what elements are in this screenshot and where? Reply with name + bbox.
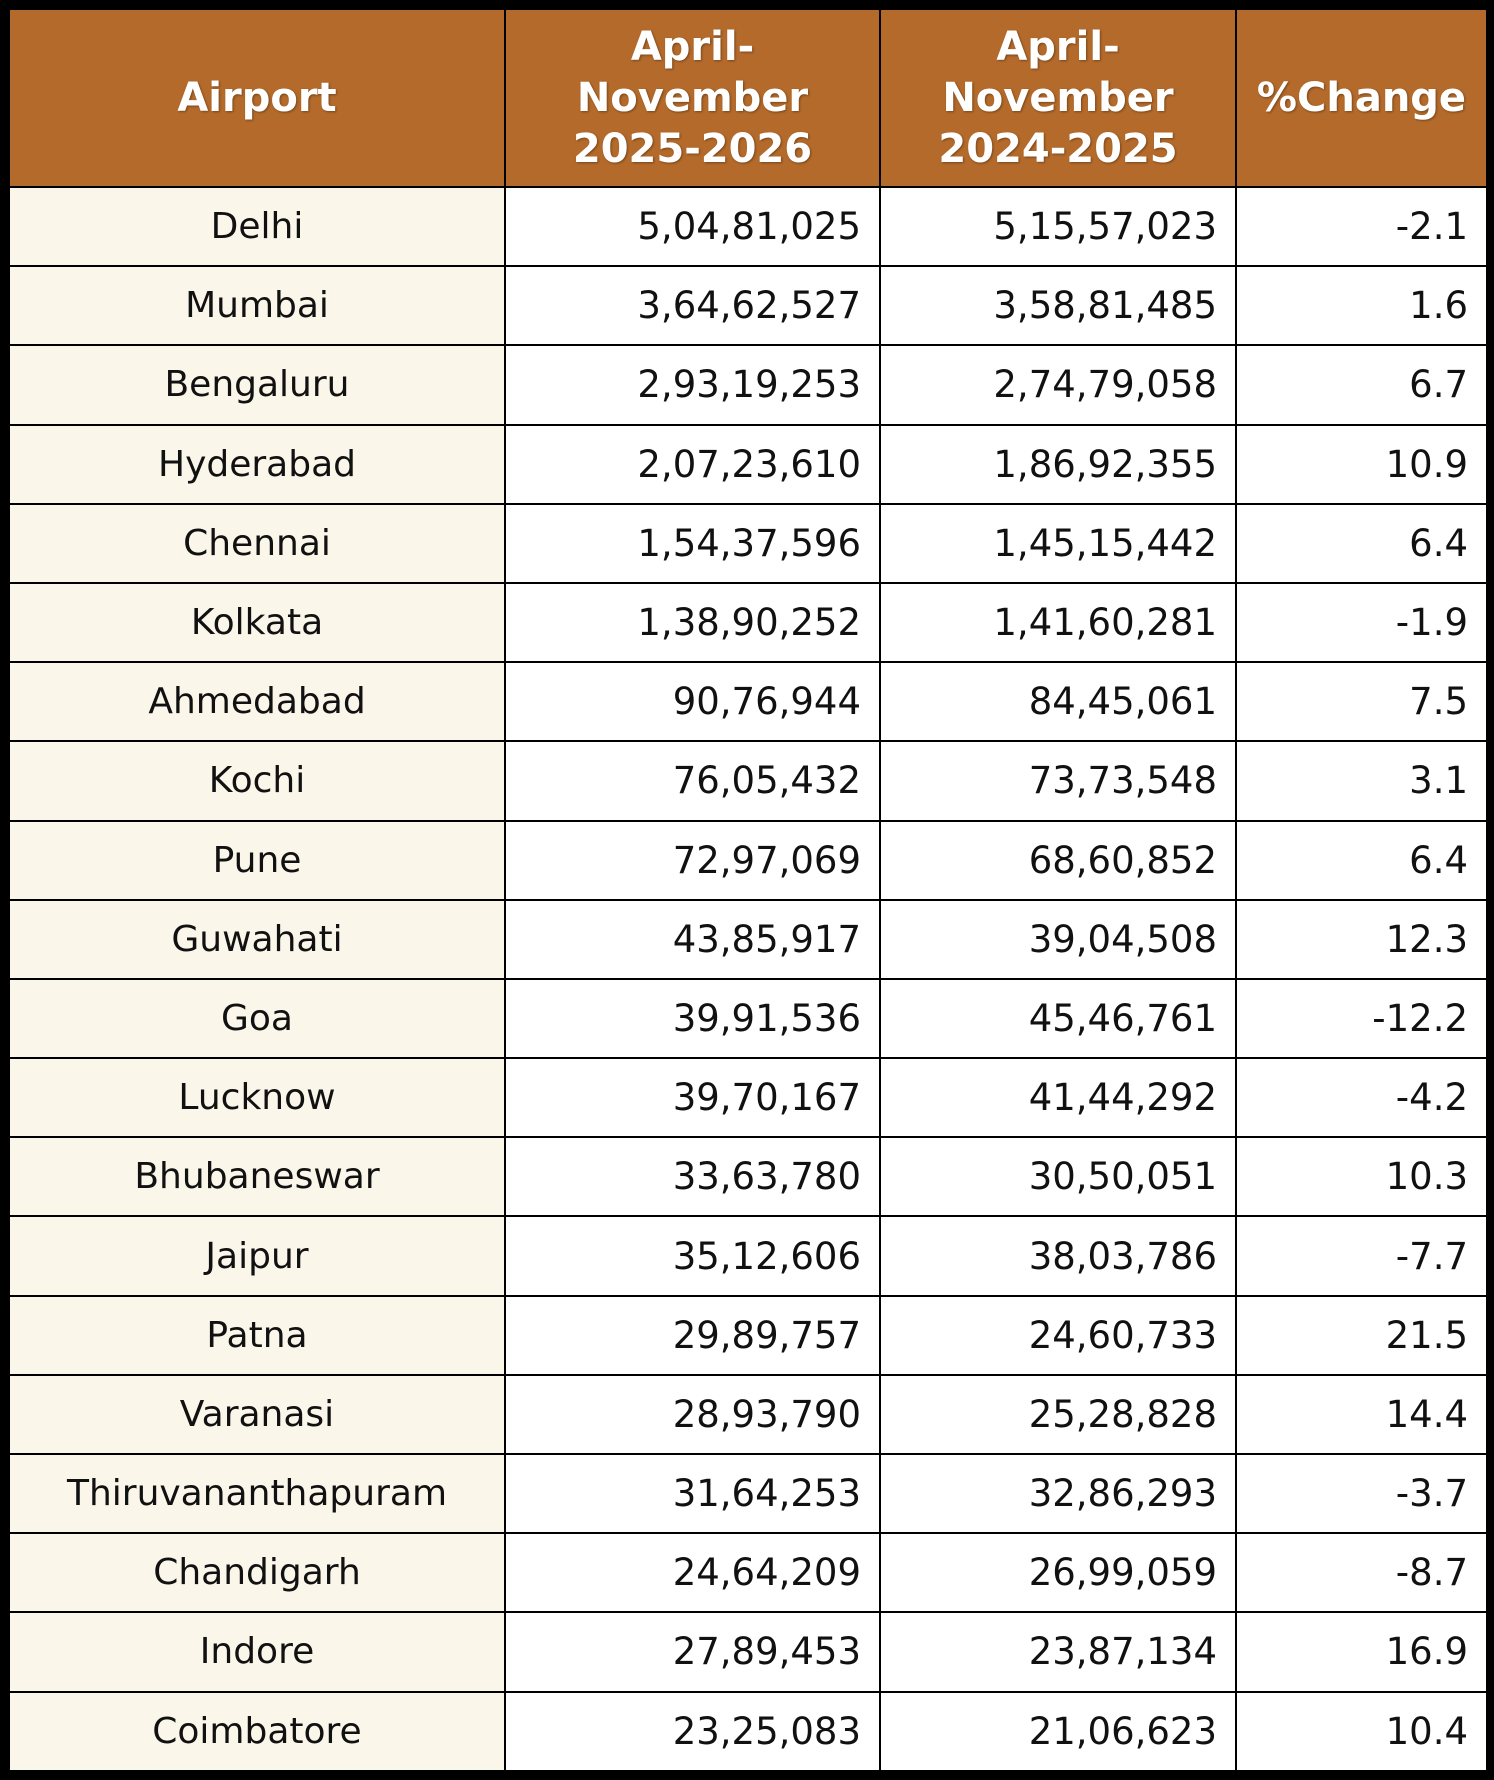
airport-name-cell: Indore [9,1612,505,1691]
header-line: Airport [177,74,337,121]
header-row [9,9,1487,187]
current-period-cell: 43,85,917 [505,900,880,979]
percent-change-cell: 6.7 [1236,345,1487,424]
percent-change-cell: -8.7 [1236,1533,1487,1612]
current-period-cell: 28,93,790 [505,1375,880,1454]
current-period-cell: 76,05,432 [505,741,880,820]
airport-name-cell: Ahmedabad [9,662,505,741]
table-row [9,821,1487,900]
previous-period-cell: 24,60,733 [880,1296,1236,1375]
previous-period-cell: 30,50,051 [880,1137,1236,1216]
table-row [9,1375,1487,1454]
table-row [9,1454,1487,1533]
table-row [9,1692,1487,1771]
current-period-cell: 23,25,083 [505,1692,880,1771]
airport-name-cell: Chennai [9,504,505,583]
previous-period-cell: 32,86,293 [880,1454,1236,1533]
previous-period-cell: 38,03,786 [880,1216,1236,1295]
column-header-percent-change [1236,9,1487,187]
previous-period-cell: 68,60,852 [880,821,1236,900]
current-period-cell: 72,97,069 [505,821,880,900]
previous-period-cell: 26,99,059 [880,1533,1236,1612]
table-row [9,979,1487,1058]
percent-change-cell: -3.7 [1236,1454,1487,1533]
percent-change-cell: -2.1 [1236,187,1487,266]
current-period-cell: 1,38,90,252 [505,583,880,662]
header-line: November [576,74,809,121]
table-row [9,1216,1487,1295]
table-row [9,1612,1487,1691]
percent-change-cell: 16.9 [1236,1612,1487,1691]
airport-name-cell: Pune [9,821,505,900]
header-line: November [942,74,1174,121]
previous-period-cell: 41,44,292 [880,1058,1236,1137]
airport-name-cell: Kolkata [9,583,505,662]
table-row [9,1137,1487,1216]
column-header-airport [9,9,505,187]
current-period-cell: 90,76,944 [505,662,880,741]
header-line: 2025-2026 [572,125,813,172]
previous-period-cell: 25,28,828 [880,1375,1236,1454]
table-row [9,345,1487,424]
previous-period-cell: 1,45,15,442 [880,504,1236,583]
percent-change-cell: 6.4 [1236,821,1487,900]
table-row [9,1296,1487,1375]
airport-name-cell: Chandigarh [9,1533,505,1612]
current-period-cell: 39,91,536 [505,979,880,1058]
table-row [9,266,1487,345]
table-row [9,900,1487,979]
airport-traffic-table [8,8,1488,1772]
current-period-cell: 2,07,23,610 [505,425,880,504]
current-period-cell: 5,04,81,025 [505,187,880,266]
current-period-cell: 3,64,62,527 [505,266,880,345]
percent-change-cell: 10.4 [1236,1692,1487,1771]
airport-name-cell: Delhi [9,187,505,266]
airport-name-cell: Kochi [9,741,505,820]
previous-period-cell: 5,15,57,023 [880,187,1236,266]
airport-name-cell: Coimbatore [9,1692,505,1771]
table-row [9,504,1487,583]
current-period-cell: 2,93,19,253 [505,345,880,424]
airport-name-cell: Hyderabad [9,425,505,504]
header-line: %Change [1256,74,1467,121]
current-period-cell: 33,63,780 [505,1137,880,1216]
previous-period-cell: 84,45,061 [880,662,1236,741]
percent-change-cell: 3.1 [1236,741,1487,820]
column-header-current-period [505,9,880,187]
current-period-cell: 24,64,209 [505,1533,880,1612]
previous-period-cell: 1,86,92,355 [880,425,1236,504]
previous-period-cell: 73,73,548 [880,741,1236,820]
table-row [9,187,1487,266]
percent-change-cell: 6.4 [1236,504,1487,583]
header-line: April- [996,23,1120,70]
percent-change-cell: 1.6 [1236,266,1487,345]
current-period-cell: 31,64,253 [505,1454,880,1533]
airport-name-cell: Lucknow [9,1058,505,1137]
percent-change-cell: -1.9 [1236,583,1487,662]
header-line: 2024-2025 [938,125,1178,172]
airport-name-cell: Guwahati [9,900,505,979]
airport-name-cell: Goa [9,979,505,1058]
airport-name-cell: Bengaluru [9,345,505,424]
header-line: April- [630,23,755,70]
current-period-cell: 39,70,167 [505,1058,880,1137]
table-row [9,662,1487,741]
percent-change-cell: 21.5 [1236,1296,1487,1375]
airport-name-cell: Thiruvananthapuram [9,1454,505,1533]
percent-change-cell: -4.2 [1236,1058,1487,1137]
airport-name-cell: Patna [9,1296,505,1375]
percent-change-cell: 10.9 [1236,425,1487,504]
table-header [9,9,1487,187]
percent-change-cell: -7.7 [1236,1216,1487,1295]
table-row [9,1533,1487,1612]
current-period-cell: 27,89,453 [505,1612,880,1691]
airport-name-cell: Mumbai [9,266,505,345]
table-row [9,1058,1487,1137]
airport-name-cell: Bhubaneswar [9,1137,505,1216]
previous-period-cell: 45,46,761 [880,979,1236,1058]
percent-change-cell: -12.2 [1236,979,1487,1058]
previous-period-cell: 3,58,81,485 [880,266,1236,345]
percent-change-cell: 14.4 [1236,1375,1487,1454]
previous-period-cell: 1,41,60,281 [880,583,1236,662]
table-row [9,583,1487,662]
percent-change-cell: 10.3 [1236,1137,1487,1216]
previous-period-cell: 23,87,134 [880,1612,1236,1691]
previous-period-cell: 39,04,508 [880,900,1236,979]
table-body [9,187,1487,1771]
percent-change-cell: 12.3 [1236,900,1487,979]
current-period-cell: 1,54,37,596 [505,504,880,583]
airport-name-cell: Varanasi [9,1375,505,1454]
current-period-cell: 29,89,757 [505,1296,880,1375]
previous-period-cell: 21,06,623 [880,1692,1236,1771]
table-row [9,425,1487,504]
airport-name-cell: Jaipur [9,1216,505,1295]
percent-change-cell: 7.5 [1236,662,1487,741]
current-period-cell: 35,12,606 [505,1216,880,1295]
column-header-previous-period [880,9,1236,187]
previous-period-cell: 2,74,79,058 [880,345,1236,424]
table-row [9,741,1487,820]
